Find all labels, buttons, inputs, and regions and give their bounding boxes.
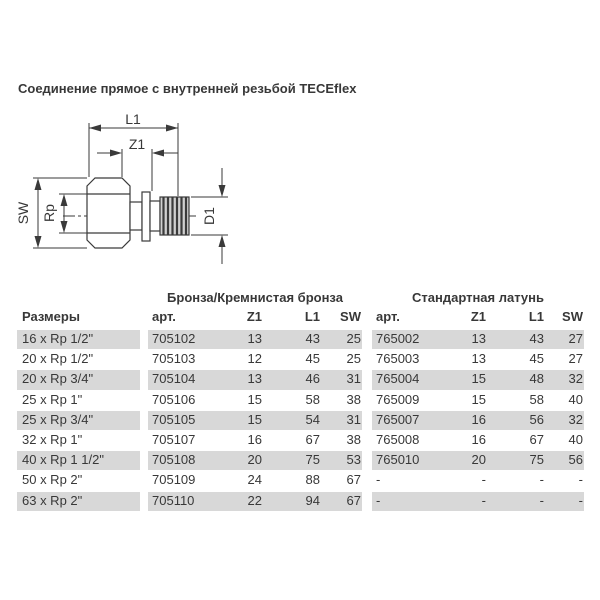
col-header-sw-bronze: SW: [340, 309, 361, 324]
neck: [130, 202, 142, 230]
size-cell: 32 x Rp 1": [17, 431, 140, 451]
l1-cell: 58: [263, 391, 321, 411]
size-cell: 40 x Rp 1 1/2": [17, 451, 140, 471]
column-gap: [362, 330, 372, 350]
l1-cell: 75: [263, 451, 321, 471]
z1-cell: 15: [230, 411, 263, 431]
art-cell: -: [372, 471, 455, 491]
sw-cell: -: [545, 492, 584, 512]
z1-cell: 13: [230, 370, 263, 390]
column-gap: [140, 471, 148, 491]
sw-cell: 32: [545, 370, 584, 390]
z1-cell: 12: [230, 350, 263, 370]
l1-cell: 46: [263, 370, 321, 390]
col-gap: [362, 306, 372, 330]
column-gap: [362, 370, 372, 390]
group-header-bronze: Бронза/Кремнистая бронза: [167, 290, 343, 305]
art-cell: 705110: [148, 492, 230, 512]
art-cell: 765009: [372, 391, 455, 411]
spec-table: [17, 285, 584, 512]
z1-cell: 16: [455, 431, 487, 451]
flange: [142, 192, 150, 241]
column-gap: [140, 350, 148, 370]
group-header-spacer: [17, 285, 148, 306]
shaft: [150, 201, 160, 231]
art-cell: -: [372, 492, 455, 512]
z1-cell: 15: [230, 391, 263, 411]
sw-cell: 25: [321, 330, 362, 350]
art-cell: 705108: [148, 451, 230, 471]
group-gap: [362, 285, 372, 306]
sw-cell: 56: [545, 451, 584, 471]
z1-cell: 16: [455, 411, 487, 431]
col-gap: [140, 306, 148, 330]
z1-cell: 13: [455, 350, 487, 370]
z1-cell: 24: [230, 471, 263, 491]
art-cell: 705105: [148, 411, 230, 431]
l1-cell: 94: [263, 492, 321, 512]
z1-cell: 22: [230, 492, 263, 512]
art-cell: 705104: [148, 370, 230, 390]
label-d1: D1: [201, 207, 217, 225]
col-header-z1-brass: Z1: [470, 309, 486, 324]
l1-cell: 43: [263, 330, 321, 350]
column-gap: [140, 370, 148, 390]
column-gap: [140, 451, 148, 471]
l1-cell: 56: [487, 411, 545, 431]
art-cell: 765008: [372, 431, 455, 451]
art-cell: 705103: [148, 350, 230, 370]
label-rp: Rp: [41, 204, 57, 222]
l1-cell: 58: [487, 391, 545, 411]
sw-cell: 40: [545, 431, 584, 451]
sw-cell: 31: [321, 370, 362, 390]
col-header-l1-brass: L1: [528, 309, 544, 324]
column-gap: [140, 411, 148, 431]
z1-cell: 15: [455, 370, 487, 390]
column-gap: [140, 492, 148, 512]
size-cell: 63 x Rp 2": [17, 492, 140, 512]
sw-cell: 27: [545, 330, 584, 350]
sw-cell: 67: [321, 492, 362, 512]
column-gap: [362, 471, 372, 491]
art-cell: 705106: [148, 391, 230, 411]
l1-cell: 54: [263, 411, 321, 431]
l1-cell: 67: [263, 431, 321, 451]
sw-cell: 53: [321, 451, 362, 471]
label-sw: SW: [15, 201, 31, 225]
col-header-z1-bronze: Z1: [246, 309, 262, 324]
z1-cell: 20: [230, 451, 263, 471]
art-cell: 705107: [148, 431, 230, 451]
col-header-sw-brass: SW: [562, 309, 583, 324]
column-gap: [140, 431, 148, 451]
z1-cell: 16: [230, 431, 263, 451]
l1-cell: 67: [487, 431, 545, 451]
l1-cell: 48: [487, 370, 545, 390]
art-cell: 765007: [372, 411, 455, 431]
sw-cell: -: [545, 471, 584, 491]
art-cell: 705109: [148, 471, 230, 491]
sw-cell: 67: [321, 471, 362, 491]
column-gap: [362, 411, 372, 431]
column-gap: [362, 431, 372, 451]
sw-cell: 38: [321, 431, 362, 451]
fitting-technical-drawing: [0, 100, 260, 280]
l1-cell: 43: [487, 330, 545, 350]
column-gap: [362, 391, 372, 411]
size-cell: 20 x Rp 1/2": [17, 350, 140, 370]
sw-cell: 31: [321, 411, 362, 431]
l1-cell: 88: [263, 471, 321, 491]
art-cell: 765004: [372, 370, 455, 390]
size-cell: 25 x Rp 1": [17, 391, 140, 411]
size-cell: 16 x Rp 1/2": [17, 330, 140, 350]
z1-cell: -: [455, 492, 487, 512]
col-header-l1-bronze: L1: [304, 309, 320, 324]
column-gap: [140, 330, 148, 350]
hex-nut: [87, 178, 130, 248]
column-gap: [362, 492, 372, 512]
sw-cell: 32: [545, 411, 584, 431]
l1-cell: -: [487, 471, 545, 491]
column-gap: [362, 451, 372, 471]
art-cell: 765003: [372, 350, 455, 370]
z1-cell: 20: [455, 451, 487, 471]
col-header-size: Размеры: [22, 309, 80, 324]
size-cell: 25 x Rp 3/4": [17, 411, 140, 431]
l1-cell: 75: [487, 451, 545, 471]
col-header-art-bronze: арт.: [152, 309, 176, 324]
l1-cell: 45: [263, 350, 321, 370]
label-l1: L1: [125, 111, 141, 127]
sw-cell: 38: [321, 391, 362, 411]
column-gap: [362, 350, 372, 370]
art-cell: 765002: [372, 330, 455, 350]
label-z1: Z1: [128, 136, 146, 152]
column-gap: [140, 391, 148, 411]
z1-cell: 13: [230, 330, 263, 350]
art-cell: 705102: [148, 330, 230, 350]
sw-cell: 25: [321, 350, 362, 370]
art-cell: 765010: [372, 451, 455, 471]
sw-cell: 40: [545, 391, 584, 411]
dimension-rp: [59, 194, 87, 233]
z1-cell: -: [455, 471, 487, 491]
z1-cell: 13: [455, 330, 487, 350]
size-cell: 50 x Rp 2": [17, 471, 140, 491]
l1-cell: -: [487, 492, 545, 512]
group-header-brass: Стандартная латунь: [412, 290, 544, 305]
size-cell: 20 x Rp 3/4": [17, 370, 140, 390]
col-header-art-brass: арт.: [376, 309, 400, 324]
z1-cell: 15: [455, 391, 487, 411]
l1-cell: 45: [487, 350, 545, 370]
sw-cell: 27: [545, 350, 584, 370]
page-title: Соединение прямое с внутренней резьбой TECEflex: [18, 81, 357, 96]
